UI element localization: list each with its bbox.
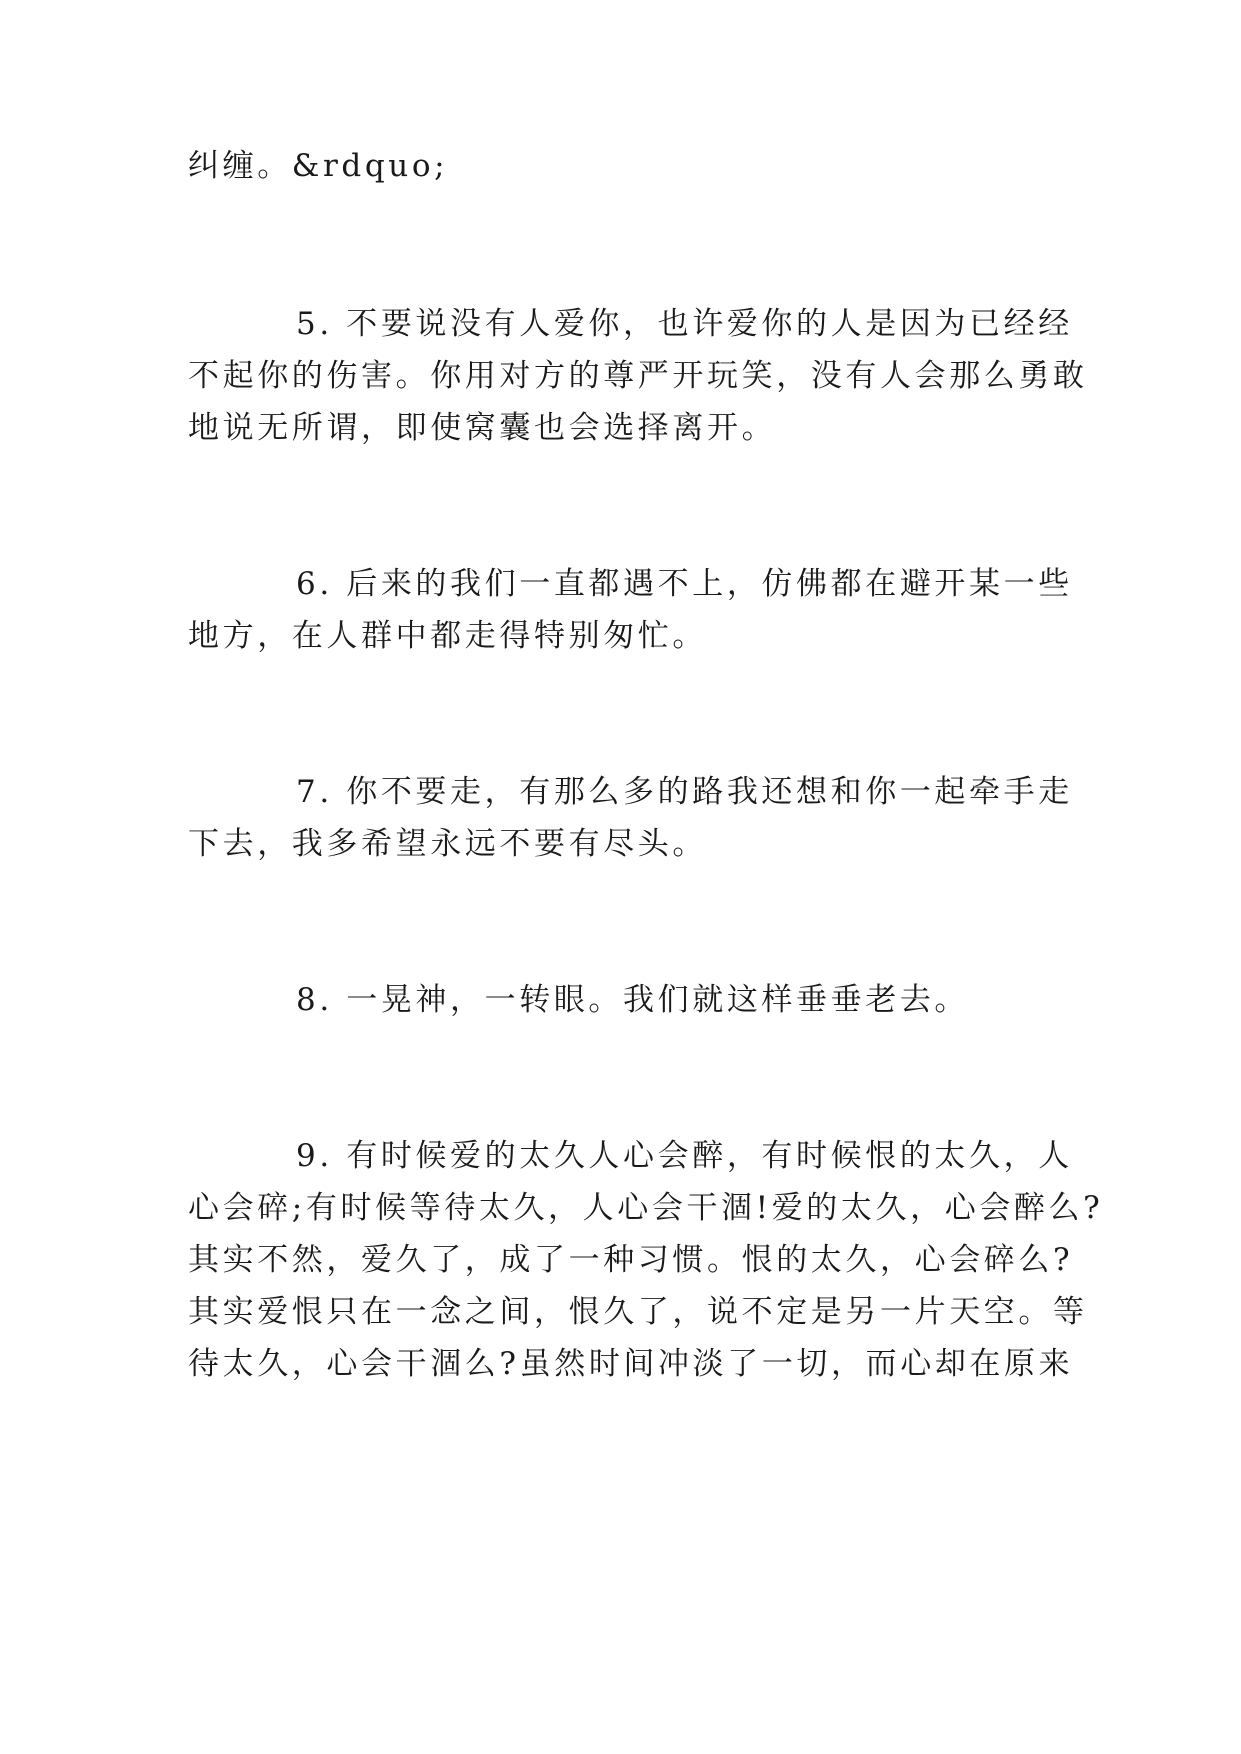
paragraph-tail-line-1: 纠缠。&rdquo; — [188, 148, 449, 184]
item-9-line-4: 其实爱恨只在一念之间，恨久了，说不定是另一片天空。等 — [188, 1294, 1088, 1330]
item-9-line-2: 心会碎;有时候等待太久，人心会干涸!爱的太久，心会醉么? — [188, 1190, 1104, 1226]
item-9-line-5: 待太久，心会干涸么?虽然时间冲淡了一切，而心却在原来 — [188, 1346, 1074, 1382]
item-9-line-1: 9. 有时候爱的太久人心会醉，有时候恨的太久，人 — [296, 1138, 1073, 1174]
item-5-line-3: 地说无所谓，即使窝囊也会选择离开。 — [188, 410, 777, 446]
item-8-line-1: 8. 一晃神，一转眼。我们就这样垂垂老去。 — [296, 982, 970, 1018]
item-7-line-2: 下去，我多希望永远不要有尽头。 — [188, 826, 707, 862]
item-7-line-1: 7. 你不要走，有那么多的路我还想和你一起牵手走 — [296, 774, 1073, 810]
item-6-line-1: 6. 后来的我们一直都遇不上，仿佛都在避开某一些 — [296, 566, 1073, 602]
item-6-line-2: 地方，在人群中都走得特别匆忙。 — [188, 618, 707, 654]
item-9-line-3: 其实不然，爱久了，成了一种习惯。恨的太久，心会碎么? — [188, 1242, 1074, 1278]
item-5-line-1: 5. 不要说没有人爱你，也许爱你的人是因为已经经 — [296, 306, 1073, 342]
item-5-line-2: 不起你的伤害。你用对方的尊严开玩笑，没有人会那么勇敢 — [188, 358, 1088, 394]
